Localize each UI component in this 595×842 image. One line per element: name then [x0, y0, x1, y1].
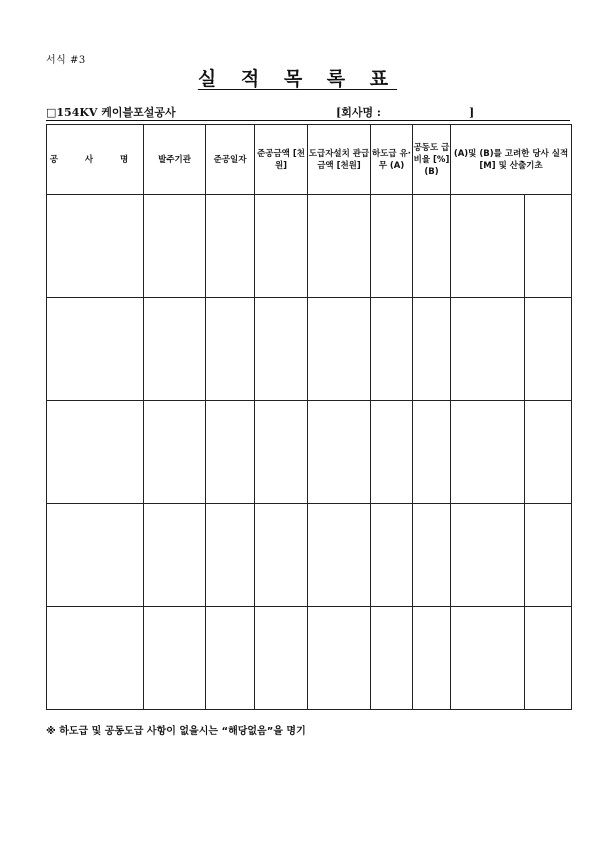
table-cell[interactable]	[371, 504, 413, 607]
table-cell[interactable]	[413, 504, 451, 607]
footnote: ※ 하도급 및 공동도급 사항이 없을시는 “해당없음”을 명기	[46, 726, 306, 737]
table-row	[47, 195, 572, 298]
table-row	[47, 504, 572, 607]
table-cell[interactable]	[255, 298, 308, 401]
table-cell[interactable]	[144, 401, 206, 504]
table-cell[interactable]	[144, 195, 206, 298]
table-cell[interactable]	[255, 607, 308, 710]
table-cell[interactable]	[308, 607, 371, 710]
col-supplied-amount: 도급자설치 관급금액 [천원]	[308, 125, 371, 195]
project-label: □154KV 케이블포설공사	[46, 106, 176, 119]
table-row	[47, 607, 572, 710]
col-completion-amount: 준공금액 [천원]	[255, 125, 308, 195]
table-cell[interactable]	[47, 607, 144, 710]
company-label: [회사명 :	[336, 106, 381, 119]
table-cell[interactable]	[413, 298, 451, 401]
table-cell[interactable]	[144, 298, 206, 401]
table-cell[interactable]	[255, 401, 308, 504]
table-cell[interactable]	[206, 401, 255, 504]
table-cell[interactable]	[206, 607, 255, 710]
table-cell[interactable]	[308, 504, 371, 607]
table-row	[47, 401, 572, 504]
table-cell[interactable]	[413, 401, 451, 504]
col-subcontract: 하도급 유·무 (A)	[371, 125, 413, 195]
page-title: 실 적 목 록 표	[197, 68, 398, 90]
table-cell[interactable]	[308, 298, 371, 401]
table-cell[interactable]	[525, 195, 572, 298]
company-bracket-close: ]	[468, 106, 475, 119]
table-row	[47, 298, 572, 401]
table-cell[interactable]	[451, 298, 525, 401]
col-completion-date: 준공일자	[206, 125, 255, 195]
table-cell[interactable]	[371, 607, 413, 710]
table-cell[interactable]	[451, 504, 525, 607]
company-name-field	[336, 104, 474, 120]
table-cell[interactable]	[206, 504, 255, 607]
table-cell[interactable]	[451, 401, 525, 504]
table-cell[interactable]	[47, 298, 144, 401]
table-cell[interactable]	[371, 298, 413, 401]
table-cell[interactable]	[255, 195, 308, 298]
table-cell[interactable]	[525, 607, 572, 710]
table-cell[interactable]	[255, 504, 308, 607]
table-cell[interactable]	[206, 298, 255, 401]
col-joint-ratio: 공동도 급비율 [%] (B)	[413, 125, 451, 195]
table-cell[interactable]	[525, 504, 572, 607]
table-cell[interactable]	[308, 401, 371, 504]
table-cell[interactable]	[47, 195, 144, 298]
table-cell[interactable]	[144, 504, 206, 607]
col-client: 발주기관	[144, 125, 206, 195]
table-header-row	[47, 125, 572, 195]
table-cell[interactable]	[371, 195, 413, 298]
header-rule	[46, 120, 570, 121]
table-cell[interactable]	[144, 607, 206, 710]
table-cell[interactable]	[451, 607, 525, 710]
table-cell[interactable]	[525, 401, 572, 504]
table-cell[interactable]	[525, 298, 572, 401]
table-cell[interactable]	[47, 401, 144, 504]
form-number: 서식 #3	[46, 55, 86, 66]
table-cell[interactable]	[371, 401, 413, 504]
table-cell[interactable]	[308, 195, 371, 298]
col-performance-basis: (A)및 (B)를 고려한 당사 실적[M] 및 산출기초	[451, 125, 572, 195]
table-cell[interactable]	[47, 504, 144, 607]
table-cell[interactable]	[206, 195, 255, 298]
table-cell[interactable]	[451, 195, 525, 298]
table-cell[interactable]	[413, 195, 451, 298]
table-cell[interactable]	[413, 607, 451, 710]
col-project-name: 공 사 명	[47, 125, 144, 195]
performance-table	[46, 124, 572, 710]
